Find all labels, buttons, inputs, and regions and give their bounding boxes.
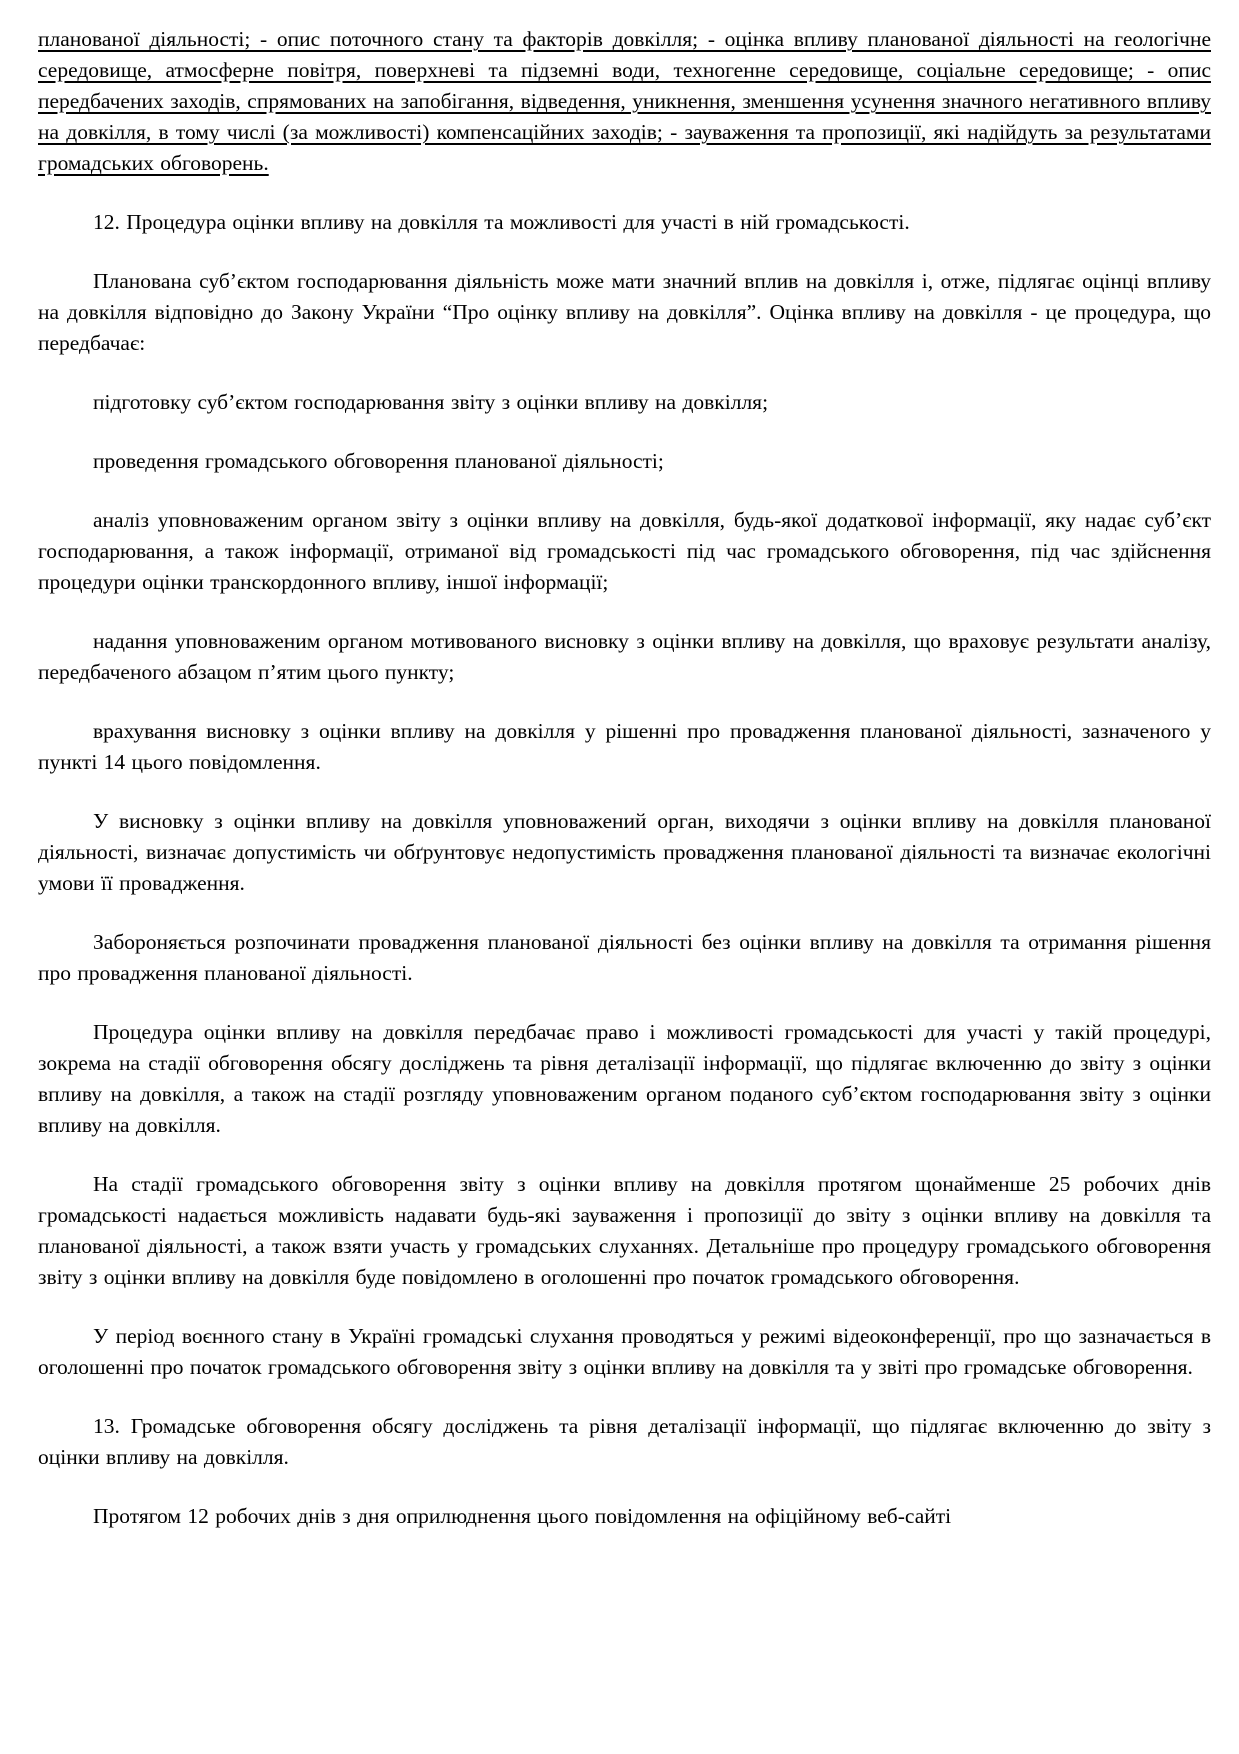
paragraph-continued-underlined-clause: планованої діяльності; - опис поточного стану та факторів довкілля; - оцінка впливу планованої діяльності на геологічне середовище, атмосферне повітря, поверхневі та підземні води, техногенне середовище, соціальне середовище; - опис передбачених заходів, спрямованих на запобігання, відведення, уникнення, зменшення усунення значного негативного впливу на довкілля, в тому числі (за можливості) компенсаційних заходів; - зауваження та пропозиції, які надійдуть за результатами громадських обговорень. (38, 27, 1211, 175)
paragraph-prohibition-clause: Забороняється розпочинати провадження планованої діяльності без оцінки впливу на довкілля та отримання рішення про провадження планованої діяльності. (38, 930, 1211, 985)
paragraph-planned-activity-intro: Планована суб’єктом господарювання діяльність може мати значний вплив на довкілля і, отже, підлягає оцінці впливу на довкілля відповідно до Закону України “Про оцінку впливу на довкілля”. Оцінка впливу на довкілля - це процедура, що передбачає: (38, 269, 1211, 355)
paragraph-item-13-heading: 13. Громадське обговорення обсягу досліджень та рівня деталізації інформації, що підлягає включенню до звіту з оцінки впливу на довкілля. (38, 1414, 1211, 1469)
paragraph-item-12-heading: 12. Процедура оцінки впливу на довкілля та можливості для участі в ній громадськості. (93, 210, 910, 234)
paragraph-procedure-step-public-discussion: проведення громадського обговорення планованої діяльності; (93, 449, 664, 473)
paragraph-procedure-step-conclusion: надання уповноваженим органом мотивованого висновку з оцінки впливу на довкілля, що враховує результати аналізу, передбаченого абзацом п’ятим цього пункту; (38, 629, 1211, 684)
paragraph-procedure-step-report-preparation: підготовку суб’єктом господарювання звіту з оцінки впливу на довкілля; (93, 390, 769, 414)
paragraph-procedure-step-decision: врахування висновку з оцінки впливу на довкілля у рішенні про провадження планованої діяльності, зазначеного у пункті 14 цього повідомлення. (38, 719, 1211, 774)
paragraph-procedure-step-analysis: аналіз уповноваженим органом звіту з оцінки впливу на довкілля, будь-якої додаткової інформації, яку надає суб’єкт господарювання, а також інформації, отриманої від громадськості під час громадського обговорення, під час здійснення процедури оцінки транскордонного впливу, іншої інформації; (38, 508, 1211, 594)
paragraph-12-working-days-clause: Протягом 12 робочих днів з дня оприлюднення цього повідомлення на офіційному веб-сайті (93, 1504, 952, 1528)
paragraph-martial-law-videoconference: У період воєнного стану в Україні громадські слухання проводяться у режимі відеоконференції, про що зазначається в оголошенні про початок громадського обговорення звіту з оцінки впливу на довкілля та у звіті про громадське обговорення. (38, 1324, 1211, 1379)
paragraph-public-discussion-25-days: На стадії громадського обговорення звіту з оцінки впливу на довкілля протягом щонайменше 25 робочих днів громадськості надається можливість надавати будь-які зауваження і пропозиції до звіту з оцінки впливу на довкілля та планованої діяльності, а також взяти участь у громадських слуханнях. Детальніше про процедуру громадського обговорення звіту з оцінки впливу на довкілля буде повідомлено в оголошенні про початок громадського обговорення. (38, 1172, 1211, 1289)
paragraph-public-participation-rights: Процедура оцінки впливу на довкілля передбачає право і можливості громадськості для участі у такій процедурі, зокрема на стадії обговорення обсягу досліджень та рівня деталізації інформації, що підлягає включенню до звіту з оцінки впливу на довкілля, а також на стадії розгляду уповноваженим органом поданого суб’єктом господарювання звіту з оцінки впливу на довкілля. (38, 1020, 1211, 1137)
paragraph-conclusion-admissibility: У висновку з оцінки впливу на довкілля уповноважений орган, виходячи з оцінки впливу на довкілля планованої діяльності, визначає допустимість чи обґрунтовує недопустимість провадження планованої діяльності та визначає екологічні умови її провадження. (38, 809, 1211, 895)
